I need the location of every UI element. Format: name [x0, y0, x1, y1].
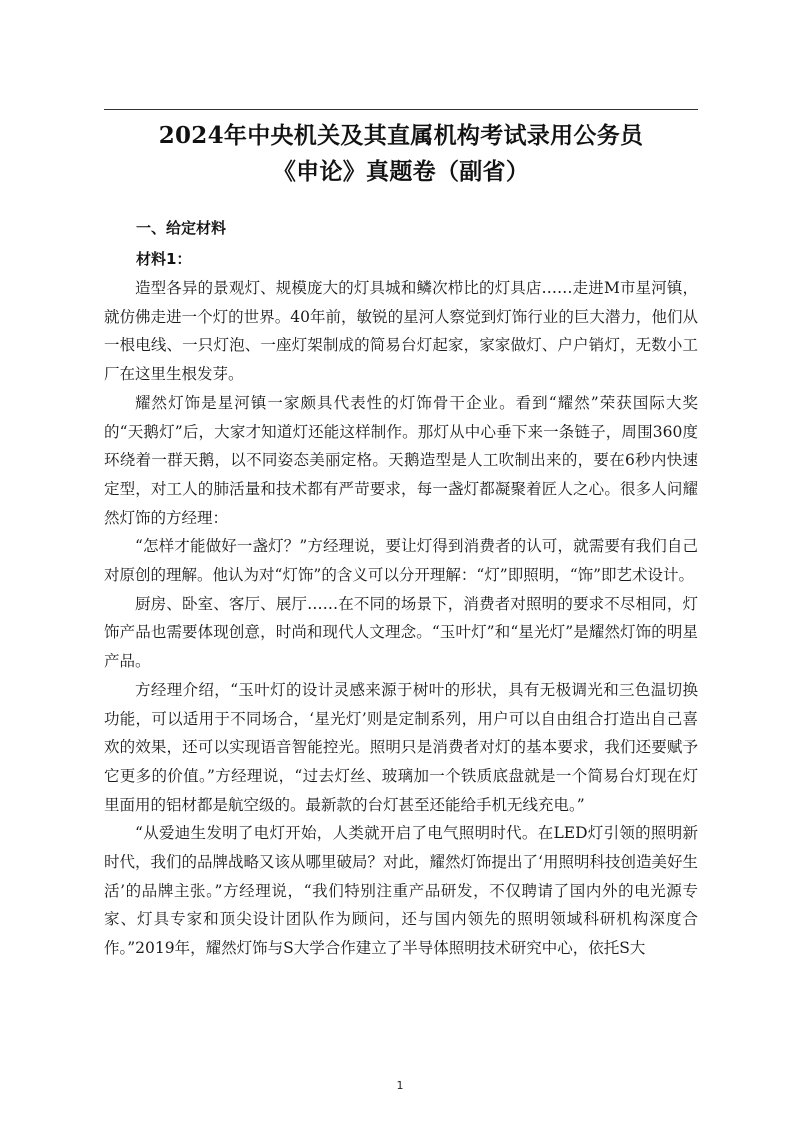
title-line-1: 2024年中央机关及其直属机构考试录用公务员	[158, 122, 644, 149]
material-label: 材料1：	[136, 250, 192, 268]
section-heading: 一、给定材料	[136, 219, 227, 237]
document-title	[104, 118, 698, 190]
paragraph: 方经理介绍，“玉叶灯的设计灵感来源于树叶的形状，具有无极调光和三色温切换功能，可以适用于不同场合，‘星光灯’则是定制系列，用户可以自由组合打造出自己喜欢的效果，还可以实现语音智能控光。照明只是消费者对灯的基本要求，我们还要赋予它更多的价值。”方经理说，“过去灯丝、玻璃加一个铁质底盘就是一个简易台灯现在灯里面用的铝材都是航空级的。最新款的台灯甚至还能给手机无线充电。”	[104, 680, 698, 814]
paragraph: “从爱迪生发明了电灯开始，人类就开启了电气照明时代。在LED灯引领的照明新时代，我们的品牌战略又该从哪里破局？对此，耀然灯饰提出了‘用照明科技创造美好生活’的品牌主张。”方经理说，“我们特别注重产品研发，不仅聘请了国内外的电光源专家、灯具专家和顶尖设计团队作为顾问，还与国内领先的照明领域科研机构深度合作。”2019年，耀然灯饰与S大学合作建立了半导体照明技术研究中心，依托S大	[104, 824, 698, 958]
page-number: 1	[396, 1079, 404, 1092]
paragraph: 造型各异的景观灯、规模庞大的灯具城和鳞次栉比的灯具店……走进M市星河镇，就仿佛走进一个灯的世界。40年前，敏锐的星河人察觉到灯饰行业的巨大潜力，他们从一根电线、一只灯泡、一座灯架制成的简易台灯起家，家家做灯、户户销灯，无数小工厂在这里生根发芽。	[104, 279, 698, 384]
paragraph: “怎样才能做好一盏灯？”方经理说，要让灯得到消费者的认可，就需要有我们自己对原创的理解。他认为对“灯饰”的含义可以分开理解：“灯”即照明，“饰”即艺术设计。	[104, 537, 698, 585]
header-rule	[104, 109, 698, 110]
body-text	[104, 274, 698, 963]
paragraph: 厨房、卧室、客厅、展厅……在不同的场景下，消费者对照明的要求不尽相同，灯饰产品也需要体现创意，时尚和现代人文理念。“玉叶灯”和“星光灯”是耀然灯饰的明星产品。	[104, 594, 698, 671]
paragraph: 耀然灯饰是星河镇一家颇具代表性的灯饰骨干企业。看到“耀然”荣获国际大奖的“天鹅灯”后，大家才知道灯还能这样制作。那灯从中心垂下来一条链子，周围360度环绕着一群天鹅，以不同姿态美丽定格。天鹅造型是人工吹制出来的，要在6秒内快速定型，对工人的肺活量和技术都有严苛要求，每一盏灯都凝聚着匠人之心。很多人问耀然灯饰的方经理：	[104, 393, 698, 527]
title-line-2: 《申论》真题卷（副省）	[272, 158, 530, 185]
